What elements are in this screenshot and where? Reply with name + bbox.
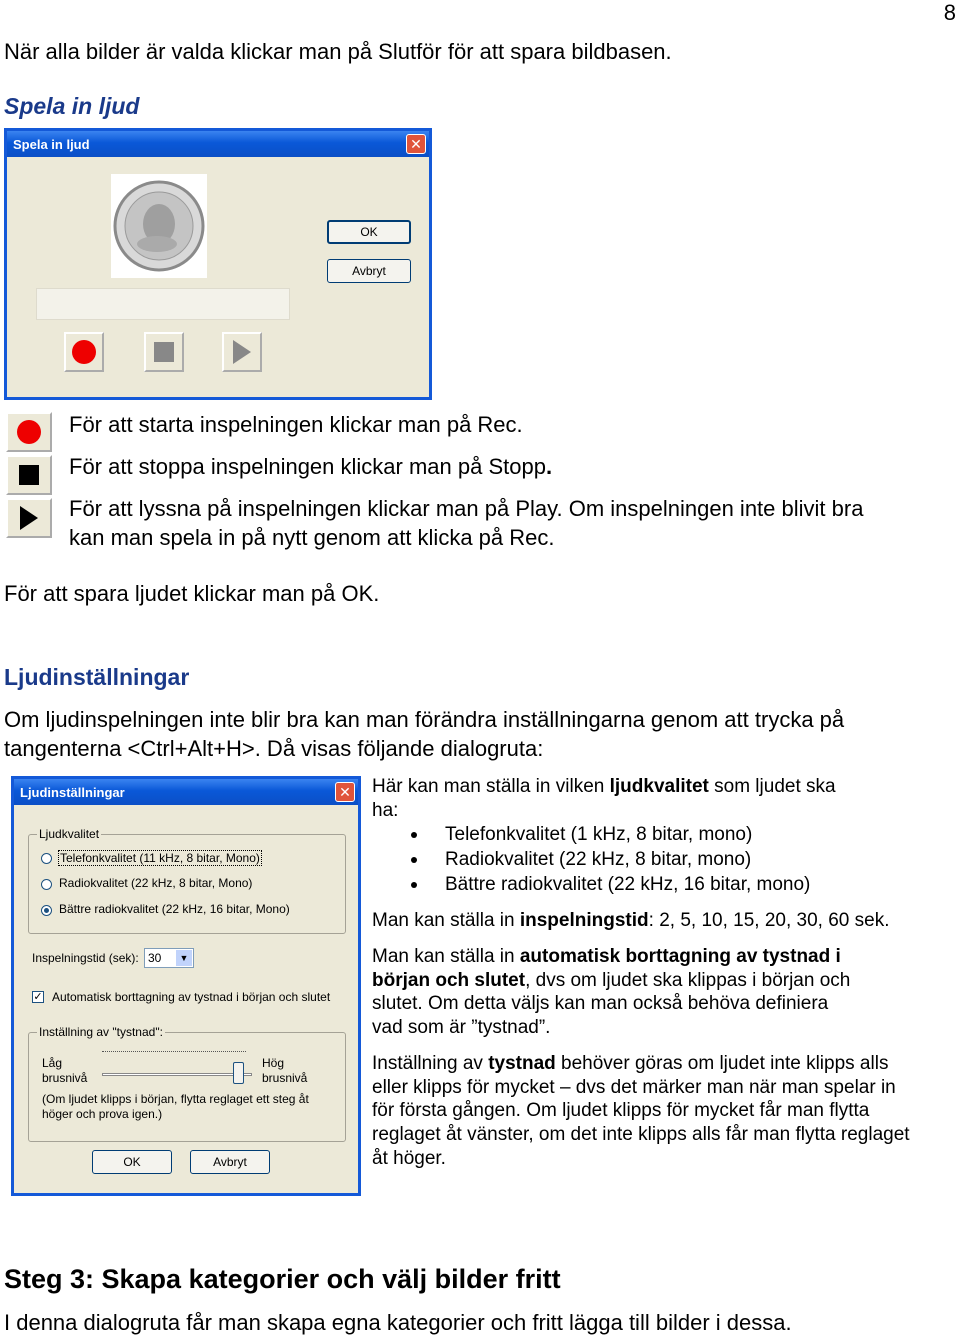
settings-para-line2: tangenterna <Ctrl+Alt+H>. Då visas följande dialogruta: (4, 736, 544, 761)
time-label: Inspelningstid (sek): (32, 951, 139, 965)
quality-explanation (372, 775, 836, 799)
settings-cancel-button[interactable]: Avbryt (190, 1150, 270, 1174)
list-item: Telefonkvalitet (1 kHz, 8 bitar, mono) (372, 822, 810, 847)
play-button[interactable] (222, 332, 262, 372)
option-telephone-label: Telefonkvalitet (11 kHz, 8 bitar, Mono) (60, 851, 260, 865)
play-icon (20, 506, 38, 530)
silence-text-bold: tystnad (488, 1053, 556, 1074)
stop-icon (19, 465, 39, 485)
time-text-post: : 2, 5, 10, 15, 20, 30, 60 sek. (648, 910, 890, 931)
time-select-value: 30 (148, 951, 162, 965)
play-instruction-line2: kan man spela in på nytt genom att klicka på Rec. (69, 525, 555, 550)
record-dialog-title: Spela in ljud (13, 136, 90, 152)
auto-text-pre: Man kan ställa in (372, 946, 520, 967)
stop-instruction (69, 453, 552, 481)
time-explanation (372, 909, 889, 933)
silence-explanation-line3: för första gången. Om ljudet klipps för mycket får man flytta (372, 1100, 870, 1121)
cancel-button[interactable]: Avbryt (327, 259, 411, 283)
save-instruction: För att spara ljudet klickar man på OK. (4, 581, 380, 606)
chevron-down-icon[interactable]: ▼ (176, 950, 192, 966)
play-icon (233, 340, 251, 364)
settings-ok-button[interactable]: OK (92, 1150, 172, 1174)
step3-para: I denna dialogruta får man skapa egna kategorier och fritt lägga till bilder i dessa. (4, 1310, 792, 1335)
silence-explanation-line4: reglaget åt vänster, om det inte klipps alls får man flytta reglaget (372, 1124, 910, 1145)
time-text-pre: Man kan ställa in (372, 910, 520, 931)
quality-text-post: som ljudet ska (708, 776, 836, 797)
auto-text-bold2: början och slutet (372, 970, 526, 991)
quality-text-line2: ha: (372, 800, 399, 821)
silence-explanation-line5: åt höger. (372, 1148, 446, 1169)
silence-explanation-line2: eller klipps för mycket – dvs det märker man när man spelar in (372, 1077, 896, 1098)
rec-legend-button (6, 412, 52, 452)
settings-dialog (11, 776, 361, 1196)
high-noise-label-2: brusnivå (262, 1071, 308, 1085)
silence-text-post: behöver göras om ljudet inte klipps alls (555, 1053, 889, 1074)
time-text-bold: inspelningstid (519, 910, 649, 931)
silence-text-pre: Inställning av (372, 1053, 489, 1074)
low-noise-label-1: Låg (42, 1056, 63, 1070)
page-number: 8 (943, 0, 956, 25)
radio-better-radio[interactable] (41, 905, 52, 916)
list-item: Bättre radiokvalitet (22 kHz, 16 bitar, mono) (372, 872, 810, 897)
silence-group-label: Inställning av "tystnad": (39, 1025, 163, 1039)
auto-explanation-line3: slutet. Om detta väljs kan man också behöva definiera (372, 993, 829, 1014)
record-icon (17, 420, 41, 444)
time-select[interactable] (144, 948, 194, 968)
low-noise-label-2: brusnivå (42, 1071, 88, 1085)
section-heading-record: Spela in ljud (4, 93, 140, 119)
quality-bullet-list (372, 822, 810, 897)
auto-text-post2: , dvs om ljudet ska klippas i början och (525, 970, 851, 991)
section-heading-step3: Steg 3: Skapa kategorier och välj bilder fritt (4, 1264, 561, 1294)
status-field (36, 288, 290, 320)
ok-button[interactable]: OK (327, 220, 411, 244)
record-dialog (4, 128, 432, 400)
radio-radio[interactable] (41, 879, 52, 890)
auto-explanation-line2 (372, 969, 850, 993)
intro-line: När alla bilder är valda klickar man på Slutför för att spara bildbasen. (4, 39, 672, 64)
play-instruction-line1: För att lyssna på inspelningen klickar man på Play. Om inspelningen inte blivit bra (69, 496, 864, 521)
quality-text-pre: Här kan man ställa in vilken (372, 776, 610, 797)
silence-groupbox (28, 1032, 346, 1142)
coin-image (111, 174, 207, 278)
close-icon[interactable]: ✕ (406, 134, 426, 154)
stop-instruction-period: . (545, 454, 553, 479)
quality-group-label: Ljudkvalitet (39, 827, 100, 841)
auto-explanation-line1 (372, 945, 841, 969)
rec-button[interactable] (64, 332, 104, 372)
auto-silence-label: Automatisk borttagning av tystnad i början och slutet (52, 990, 331, 1004)
silence-slider-thumb[interactable] (233, 1062, 244, 1084)
auto-explanation-line4: vad som är ”tystnad”. (372, 1017, 551, 1038)
rec-instruction: För att starta inspelningen klickar man på Rec. (69, 412, 523, 437)
settings-para-line1: Om ljudinspelningen inte blir bra kan man förändra inställningarna genom att trycka på (4, 707, 845, 732)
stop-legend-button (6, 455, 52, 495)
settings-dialog-titlebar (14, 779, 358, 805)
close-icon[interactable]: ✕ (335, 782, 355, 802)
option-better-radio-label: Bättre radiokvalitet (22 kHz, 16 bitar, Mono) (59, 902, 290, 916)
silence-explanation-line1 (372, 1052, 888, 1076)
stop-icon (154, 342, 174, 362)
slider-ticks (102, 1051, 246, 1058)
auto-silence-checkbox[interactable]: ✓ (33, 991, 43, 1003)
slider-hint-2: höger och prova igen.) (42, 1107, 163, 1121)
settings-dialog-title: Ljudinställningar (20, 784, 125, 800)
auto-text-bold1: automatisk borttagning av tystnad i (519, 946, 841, 967)
high-noise-label-1: Hög (262, 1056, 285, 1070)
option-radio-label: Radiokvalitet (22 kHz, 8 bitar, Mono) (59, 876, 253, 890)
silence-slider-track[interactable] (102, 1073, 252, 1076)
record-icon (72, 340, 96, 364)
radio-telephone[interactable] (41, 853, 52, 864)
quality-text-bold: ljudkvalitet (609, 776, 709, 797)
record-dialog-titlebar (7, 131, 429, 157)
stop-button[interactable] (144, 332, 184, 372)
play-legend-button (6, 498, 52, 538)
list-item: Radiokvalitet (22 kHz, 8 bitar, mono) (372, 847, 810, 872)
section-heading-sound-settings: Ljudinställningar (4, 664, 190, 690)
slider-hint-1: (Om ljudet klipps i början, flytta reglaget ett steg åt (42, 1092, 309, 1106)
stop-instruction-text: För att stoppa inspelningen klickar man på Stopp (69, 454, 546, 479)
